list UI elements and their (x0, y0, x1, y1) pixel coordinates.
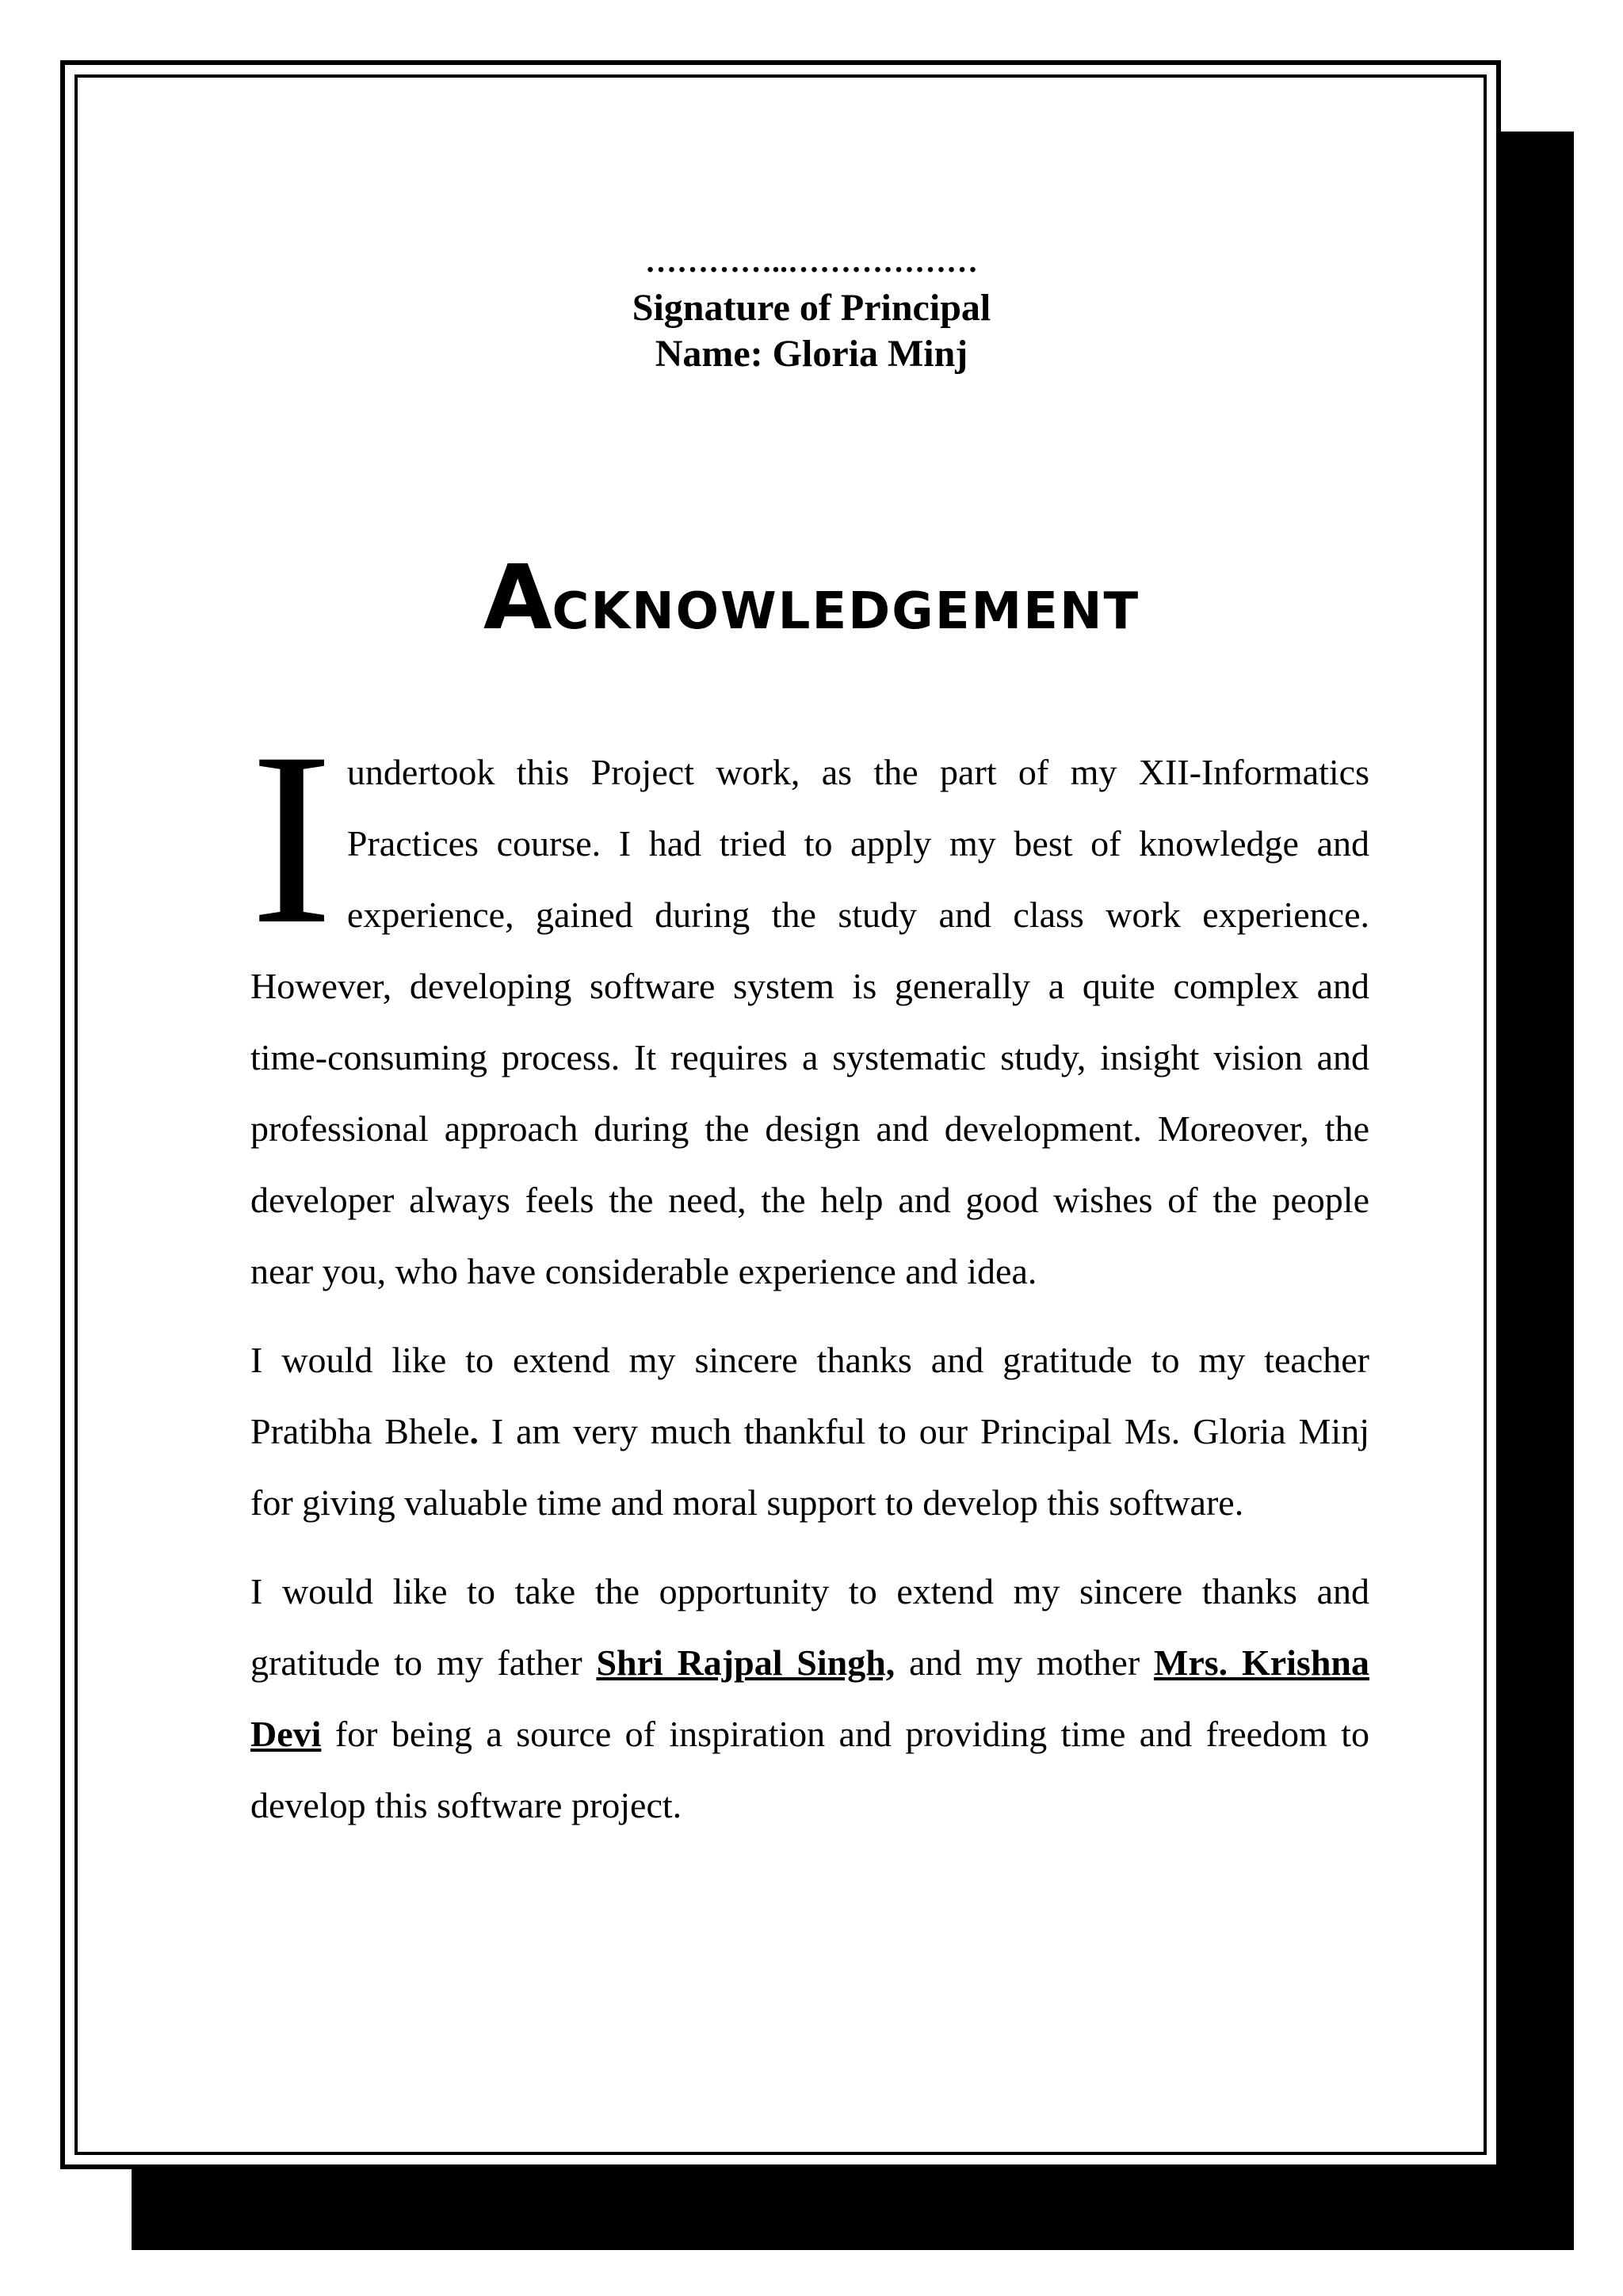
title-rest: CKNOWLEDGEMENT (552, 582, 1140, 641)
signature-line: …………..……………… (645, 243, 978, 279)
principal-name: Name: Gloria Minj (655, 333, 968, 375)
paragraph-intro (250, 702, 1369, 1307)
mother-name: Mrs. Krishna Devi (250, 1642, 1369, 1754)
principal-signature-block (0, 238, 1623, 377)
page-title (0, 547, 1623, 650)
title-first-letter: A (483, 547, 552, 650)
paragraph-intro-text: undertook this Project work, as the part of my XII-Informatics Practices course. I had tried to apply my best of knowledge and experience, gained during the study and class work experience. However, developing software system is generally a quite complex and time-consuming process. It requires a systematic study, insight vision and professional approach during the design and development. Moreover, the developer always feels the need, the help and good wishes of the people near you, who have considerable experience and idea. (250, 752, 1369, 1291)
signature-title: Signature of Principal (632, 287, 991, 329)
paragraph-thanks-parents (250, 1556, 1369, 1841)
paragraph-parents-text-b: and my mother (895, 1642, 1154, 1683)
acknowledgement-body (250, 702, 1369, 1859)
paragraph-thanks-period: . (469, 1411, 479, 1451)
paragraph-thanks-teacher (250, 1325, 1369, 1539)
paragraph-thanks-text-b: I am very much thankful to our Principal Ms. Gloria Minj for giving valuable time and moral support to develop this software. (250, 1411, 1369, 1523)
father-name: Shri Rajpal Singh, (596, 1642, 896, 1683)
paragraph-parents-text-a: I would like to take the opportunity to extend my sincere thanks and gratitude to my father (250, 1571, 1369, 1683)
paragraph-parents-text-c: for being a source of inspiration and providing time and freedom to develop this software project. (250, 1714, 1369, 1825)
drop-cap: I (250, 702, 333, 975)
paragraph-thanks-text-a: I would like to extend my sincere thanks and gratitude to my teacher Pratibha Bhele (250, 1340, 1369, 1451)
